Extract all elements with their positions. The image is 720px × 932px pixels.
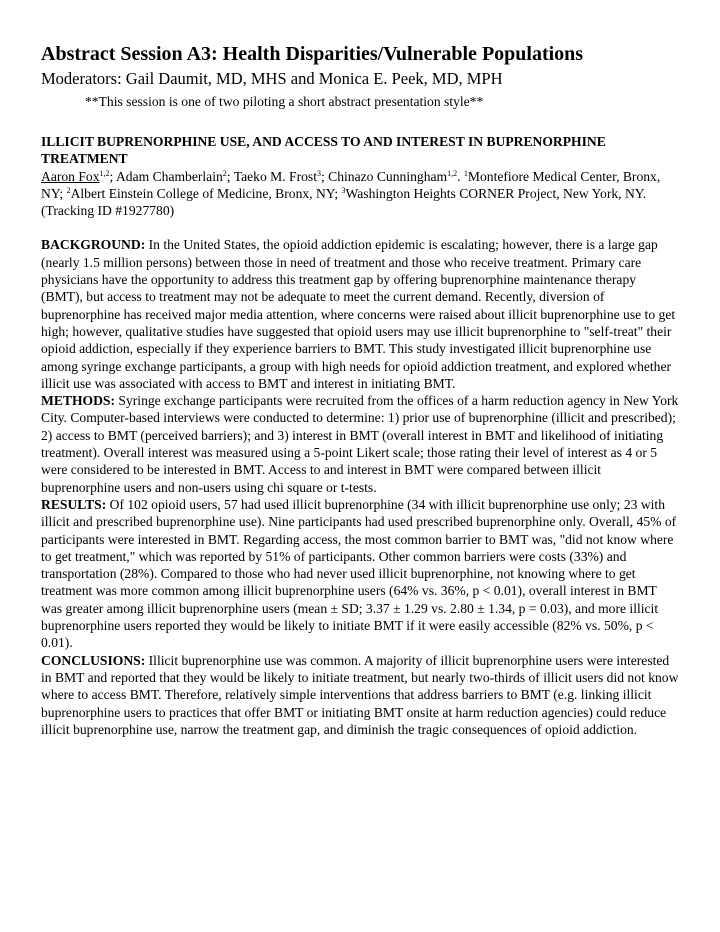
affiliation-superscript: 3 xyxy=(341,185,346,195)
author-list xyxy=(41,168,680,220)
affiliation-superscript: 2 xyxy=(66,185,71,195)
affiliation-superscript: 1,2 xyxy=(447,168,458,178)
abstract-title: ILLICIT BUPRENORPHINE USE, AND ACCESS TO AND INTEREST IN BUPRENORPHINE TREATMENT xyxy=(41,134,606,167)
methods-text: Syringe exchange participants were recruited from the offices of a harm reduction agency in New York City. Computer-based interviews were conducted to determine: 1) prior use of buprenorphine (illicit and prescribed); 2) access to BMT (perceived barriers); and 3) interest in BMT (overall interest in BMT and likelihood of initiating treatment). Overall interest was measured using a 5-point Likert scale; those rating their level of interest as 4 or 5 were considered to be interested in BMT. Access to and interest in BMT were compared between illicit buprenorphine users and non-users using chi square or t-tests. xyxy=(41,393,679,495)
affiliation-superscript: 2 xyxy=(222,168,227,178)
author-name: ; Chinazo Cunningham xyxy=(320,168,448,184)
affiliation-superscript: 1,2 xyxy=(99,168,110,178)
results-label: RESULTS: xyxy=(41,496,107,512)
conclusions-label: CONCLUSIONS: xyxy=(41,652,146,668)
methods-label: METHODS: xyxy=(41,393,116,409)
affiliation-superscript: 1 xyxy=(463,168,468,178)
affiliation: Montefiore Medical Center, Bronx, NY; xyxy=(41,168,661,201)
background-label: BACKGROUND: xyxy=(41,237,146,253)
session-moderators: Moderators: Gail Daumit, MD, MHS and Monica E. Peek, MD, MPH xyxy=(41,69,503,88)
session-note: **This session is one of two piloting a short abstract presentation style** xyxy=(85,94,484,109)
background-text: In the United States, the opioid addiction epidemic is escalating; however, there is a large gap (nearly 1.5 million persons) between those in need of treatment and those who receive treatment. Primary care physicians have the opportunity to address this treatment gap by offering buprenorphine maintenance therapy (BMT), but access to treatment may not be adequate to meet the current demand. Recently, diversion of buprenorphine has received major media attention, where concerns were raised about illicit buprenorphine use to get high; however, qualitative studies have suggested that opioid users may use illicit buprenorphine to "self-treat" their opioid addiction, especially if they experience barriers to BMT. This study investigated illicit buprenorphine use among syringe exchange participants, a group with high needs for opioid addiction treatment, and explored whether illicit use was associated with access to BMT and interest in initiating BMT. xyxy=(41,237,676,391)
affiliation-superscript: 3 xyxy=(316,168,321,178)
author-separator: . xyxy=(457,168,464,184)
conclusions-text: Illicit buprenorphine use was common. A majority of illicit buprenorphine users were interested in BMT and reported that they would be likely to initiate treatment, but nearly two-thirds of illicit users did not know where to access BMT. Therefore, relatively simple interventions that address barriers to BMT (e.g. linking illicit buprenorphine users to practices that offer BMT or initiating BMT onsite at harm reduction agencies) could reduce illicit buprenorphine use, narrow the treatment gap, and diminish the tragic consequences of opioid addiction. xyxy=(41,652,679,737)
abstract-body xyxy=(41,236,680,738)
results-text: Of 102 opioid users, 57 had used illicit buprenorphine (34 with illicit buprenorphine use only; 23 with illicit and prescribed buprenorphine use). Nine participants had used prescribed buprenorphine only. Overall, 45% of participants were interested in BMT. Regarding access, the most common barrier to BMT was, "did not know where to get treatment," which was reported by 51% of participants. Other common barriers were costs (33%) and transportation (28%). Compared to those who had never used illicit buprenorphine, not knowing where to get treatment was more common among illicit buprenorphine users (64% vs. 36%, p < 0.01), overall interest in BMT was greater among illicit buprenorphine users (mean ± SD; 3.37 ± 1.29 vs. 2.80 ± 1.34, p = 0.03), and more illicit buprenorphine users reported they would be likely to initiate BMT if it were easily accessible (82% vs. 50%, p < 0.01). xyxy=(41,496,677,651)
author-name: ; Taeko M. Frost xyxy=(226,168,317,184)
session-title: Abstract Session A3: Health Disparities/Vulnerable Populations xyxy=(41,43,584,65)
author-name: ; Adam Chamberlain xyxy=(109,168,223,184)
affiliation: Washington Heights CORNER Project, New York, NY. (Tracking ID #1927780) xyxy=(41,185,647,219)
presenting-author: Aaron Fox xyxy=(41,168,100,184)
affiliation: Albert Einstein College of Medicine, Bronx, NY; xyxy=(70,185,342,201)
